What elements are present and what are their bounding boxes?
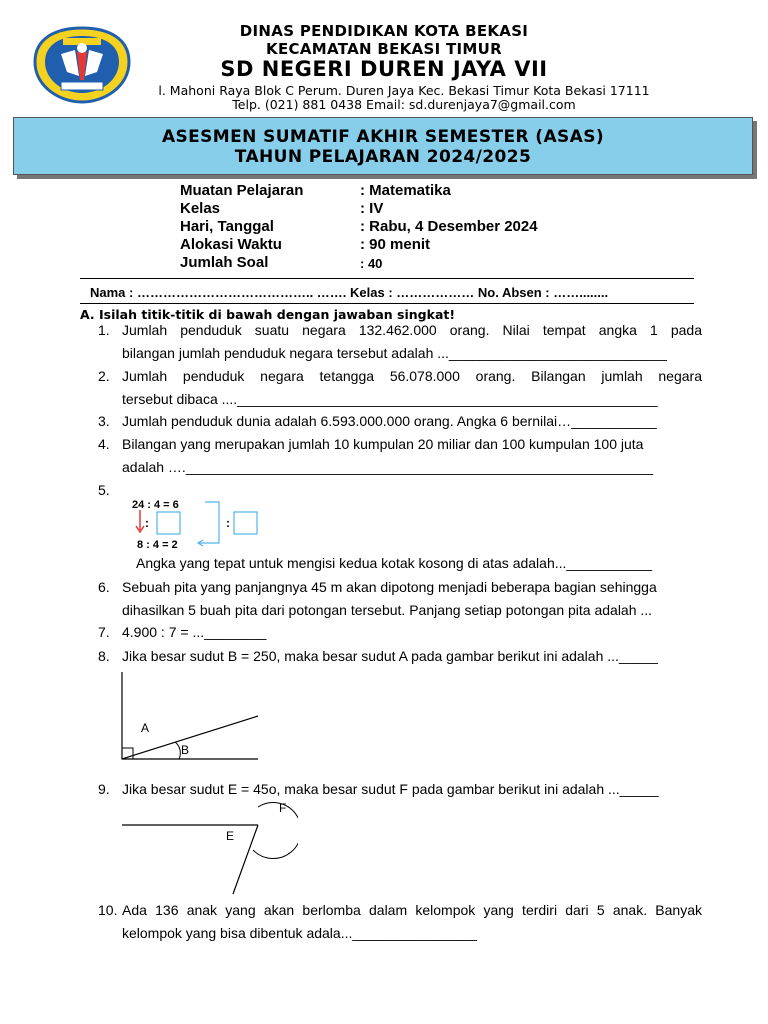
question-text[interactable]: Angka yang tepat untuk mengisi kedua kotak kosong di atas adalah...___________: [136, 555, 653, 571]
header-agency: DINAS PENDIDIKAN KOTA BEKASI: [239, 22, 529, 40]
angle-f-arc: [253, 803, 298, 859]
info-key: Alokasi Waktu: [180, 236, 282, 253]
question-text[interactable]: adalah ….____________________________________________________________: [122, 459, 653, 475]
info-row: [0, 218, 768, 236]
question-text[interactable]: bilangan jumlah penduduk negara tersebut adalah ...____________________________: [122, 345, 667, 361]
question-text[interactable]: 4.900 : 7 = ...________: [122, 624, 267, 640]
divider: [80, 303, 694, 304]
answer-box-2[interactable]: [234, 512, 257, 534]
info-value: : Rabu, 4 Desember 2024: [360, 218, 538, 235]
question-number: 7.: [98, 624, 110, 640]
info-value: : IV: [360, 200, 384, 217]
answer-box-1[interactable]: [157, 512, 180, 534]
question-number: 4.: [98, 436, 110, 452]
info-value: : 90 menit: [360, 236, 431, 253]
divider: [80, 278, 694, 279]
school-contact: Telp. (021) 881 0438 Email: sd.durenjaya7@gmail.com: [232, 97, 576, 112]
angle-b-arc: [175, 742, 180, 759]
question-text[interactable]: Jumlah penduduk dunia adalah 6.593.000.000 orang. Angka 6 bernilai…___________: [122, 413, 657, 429]
info-row: [0, 236, 768, 254]
angle-b-label: B: [181, 743, 190, 757]
school-address: l. Mahoni Raya Blok C Perum. Duren Jaya Kec. Bekasi Timur Kota Bekasi 17111: [158, 83, 650, 98]
info-row: [0, 200, 768, 218]
angle-e-label: E: [226, 829, 235, 843]
angle-figure-ab: [115, 668, 265, 764]
info-key: Muatan Pelajaran: [180, 182, 304, 199]
question-number: 10.: [98, 902, 118, 918]
question-text: Sebuah pita yang panjangnya 45 m akan dipotong menjadi beberapa bagian sehingga: [122, 579, 657, 595]
slanted-ray: [233, 825, 258, 894]
info-row: [0, 182, 768, 200]
section-a-instruction: A. Isilah titik-titik di bawah dengan jawaban singkat!: [80, 307, 456, 322]
exam-title: ASESMEN SUMATIF AKHIR SEMESTER (ASAS): [161, 127, 605, 147]
header-district: KECAMATAN BEKASI TIMUR: [266, 40, 502, 58]
student-identity-row[interactable]: Nama : ………………………………….. ……. Kelas : ……………… No. Absen : ……........: [90, 285, 609, 300]
question-text[interactable]: tersebut dibaca ....______________________________________________________: [122, 391, 658, 407]
question-number: 9.: [98, 781, 110, 797]
question-number: 5.: [98, 482, 110, 498]
school-year: TAHUN PELAJARAN 2024/2025: [234, 147, 532, 167]
info-key: Kelas: [180, 200, 221, 217]
question-number: 1.: [98, 322, 110, 338]
question-text[interactable]: kelompok yang bisa dibentuk adala...________________: [122, 925, 477, 941]
division-top-text: 24 : 4 = 6: [132, 499, 179, 511]
exam-title-banner: [13, 117, 753, 175]
school-name: SD NEGERI DUREN JAYA VII: [220, 57, 548, 81]
question-text: Jumlah penduduk negara tetangga 56.078.000 orang. Bilangan jumlah negara: [122, 368, 702, 384]
division-colon: :: [226, 516, 230, 530]
info-key: Jumlah Soal: [180, 254, 269, 271]
question-text: Jumlah penduduk suatu negara 132.462.000 orang. Nilai tempat angka 1 pada: [122, 322, 702, 338]
angle-figure-ef: [118, 800, 298, 898]
info-row: [0, 254, 768, 272]
angle-f-label: F: [279, 801, 287, 815]
arrow-blue: [199, 502, 219, 543]
info-value: : Matematika: [360, 182, 451, 199]
division-colon: :: [145, 516, 149, 530]
division-figure: [125, 492, 265, 552]
question-number: 3.: [98, 413, 110, 429]
question-text[interactable]: Jika besar sudut B = 250, maka besar sudut A pada gambar berikut ini adalah ..._____: [122, 648, 658, 664]
question-number: 2.: [98, 368, 110, 384]
division-bottom-text: 8 : 4 = 2: [137, 539, 178, 551]
question-number: 8.: [98, 648, 110, 664]
question-text: Ada 136 anak yang akan berlomba dalam kelompok yang terdiri dari 5 anak. Banyak: [122, 902, 702, 918]
question-text: Bilangan yang merupakan jumlah 10 kumpulan 20 miliar dan 100 kumpulan 100 juta: [122, 436, 644, 452]
angle-a-label: A: [141, 721, 150, 735]
info-key: Hari, Tanggal: [180, 218, 274, 235]
info-value: : 40: [360, 256, 383, 271]
question-text[interactable]: Jika besar sudut E = 45o, maka besar sudut F pada gambar berikut ini adalah ..._____: [122, 781, 659, 797]
question-text: dihasilkan 5 buah pita dari potongan tersebut. Panjang setiap potongan pita adalah ...: [122, 602, 653, 618]
question-number: 6.: [98, 579, 110, 595]
